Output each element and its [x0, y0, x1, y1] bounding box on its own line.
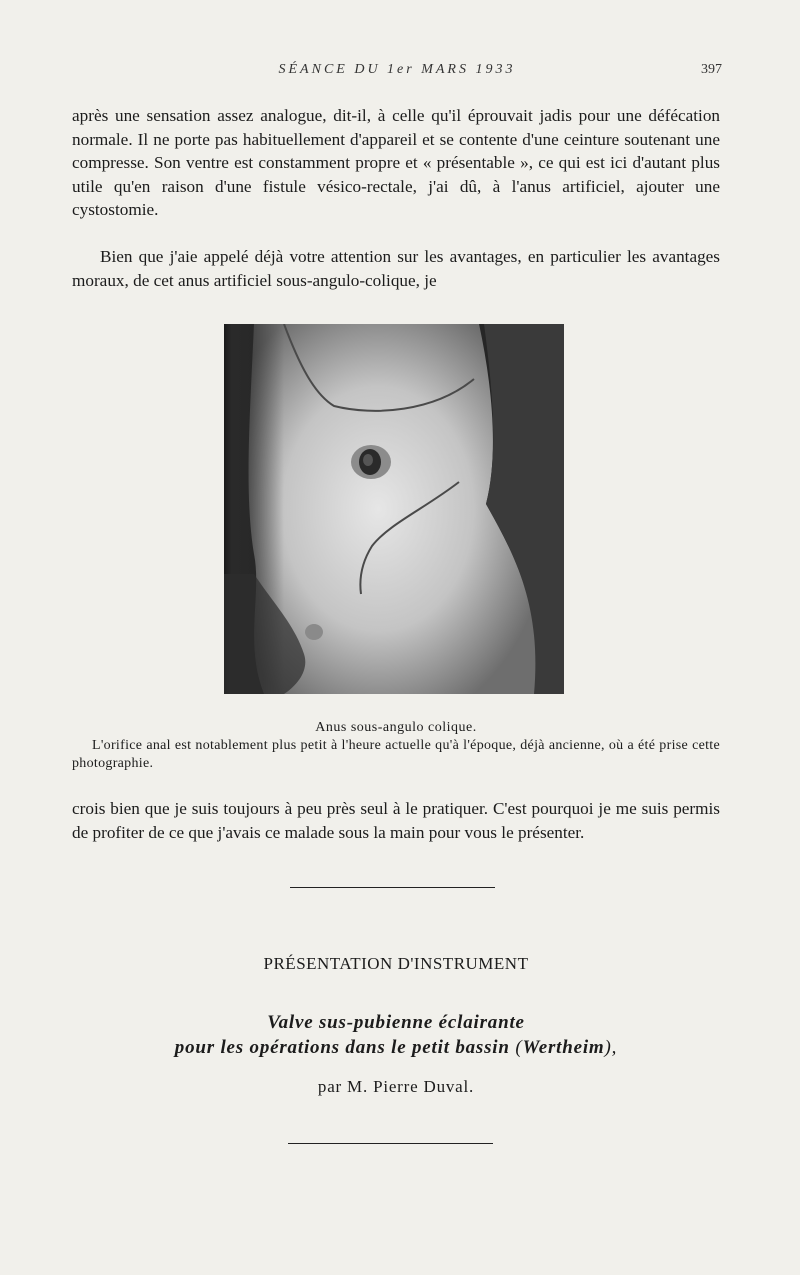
- article-title-paren-close: ),: [604, 1037, 618, 1058]
- figure-caption-text: L'orifice anal est notablement plus petit à l'heure actuelle qu'à l'époque, déjà ancienne, où a été prise cette photographie.: [72, 738, 720, 771]
- photograph-illustration: [224, 324, 564, 694]
- figure-caption-title: Anus sous-angulo colique.: [315, 720, 477, 735]
- article-title-line-2: pour les opérations dans le petit bassin: [174, 1037, 510, 1058]
- article-title-name: Wertheim: [522, 1037, 605, 1058]
- paragraph-1: après une sensation assez analogue, dit-il, à celle qu'il éprouvait jadis pour une défécation normale. Il ne porte pas habituellement d'appareil et se contente d'une ceinture soutenant une compresse. Son ventre est constamment propre et « présentable », ce qui est ici d'autant plus utile qu'en raison d'une fistule vésico-rectale, j'ai dû, à l'anus artificiel, ajouter une cystostomie.: [72, 106, 720, 220]
- page-number: 397: [701, 62, 722, 77]
- article-title-line-1: Valve sus-pubienne éclairante: [267, 1012, 525, 1033]
- article-author: par M. Pierre Duval.: [317, 1077, 475, 1096]
- article-title-paren-open: (: [515, 1037, 523, 1058]
- paragraph-2: Bien que j'aie appelé déjà votre attention sur les avantages, en particulier les avantages moraux, de cet anus artificiel sous-angulo-colique, je: [72, 247, 720, 290]
- section-heading: PRÉSENTATION D'INSTRUMENT: [263, 954, 529, 973]
- section-divider-top: [290, 887, 495, 888]
- running-title: SÉANCE DU 1er MARS 1933: [278, 62, 516, 77]
- paragraph-3: crois bien que je suis toujours à peu près seul à le pratiquer. C'est pourquoi je me suis permis de profiter de ce que j'avais ce malade sous la main pour vous le présenter.: [72, 799, 720, 842]
- section-divider-bottom: [288, 1143, 493, 1144]
- running-head: [72, 62, 722, 84]
- patient-photograph: [224, 324, 564, 694]
- article-title: [72, 1010, 720, 1060]
